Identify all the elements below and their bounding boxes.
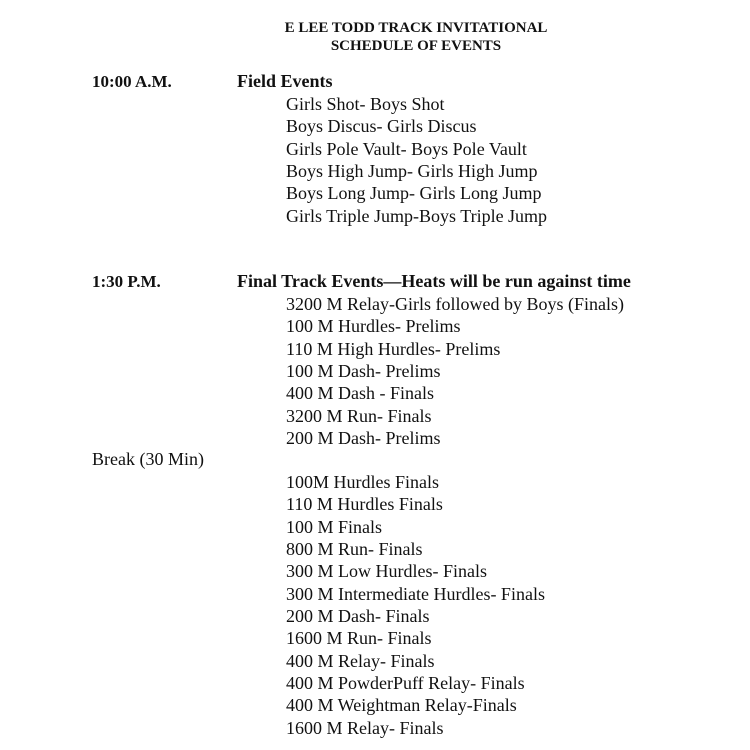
track-events-time: 1:30 P.M. — [92, 272, 161, 291]
list-item: Girls Pole Vault- Boys Pole Vault — [286, 138, 527, 159]
list-item: 400 M Weightman Relay-Finals — [286, 695, 517, 716]
list-item: 1600 M Relay- Finals — [286, 717, 444, 738]
list-item: 3200 M Run- Finals — [286, 405, 432, 426]
track-events-heading: Final Track Events—Heats will be run against time — [237, 271, 631, 291]
list-item: 100M Hurdles Finals — [286, 472, 439, 492]
list-item: 200 M Dash- Finals — [286, 606, 430, 627]
list-item: 300 M Low Hurdles- Finals — [286, 561, 487, 582]
list-item: 100 M Dash- Prelims — [286, 361, 441, 382]
list-item: 110 M Hurdles Finals — [286, 494, 443, 515]
document-title: E LEE TODD TRACK INVITATIONAL — [284, 20, 548, 36]
list-item: 300 M Intermediate Hurdles- Finals — [286, 583, 545, 604]
list-item: Girls Triple Jump-Boys Triple Jump — [286, 205, 548, 226]
list-item: 110 M High Hurdles- Prelims — [286, 338, 501, 359]
list-item: 1600 M Run- Finals — [286, 628, 432, 649]
list-item: Boys Long Jump- Girls Long Jump — [286, 183, 542, 204]
list-item: Boys Discus- Girls Discus — [286, 116, 477, 137]
document-subtitle: SCHEDULE OF EVENTS — [330, 38, 502, 54]
list-item: Boys High Jump- Girls High Jump — [286, 161, 538, 182]
list-item: 400 M Relay- Finals — [286, 650, 435, 671]
field-events-list — [286, 93, 547, 227]
track-events-list — [286, 293, 624, 449]
field-events-time: 10:00 A.M. — [92, 72, 172, 91]
list-item: 3200 M Relay-Girls followed by Boys (Finals) — [286, 294, 624, 314]
list-item: Girls Shot- Boys Shot — [286, 94, 445, 114]
list-item: 400 M PowderPuff Relay- Finals — [286, 673, 525, 694]
field-events-heading: Field Events — [237, 71, 333, 91]
finals-list — [286, 471, 545, 739]
list-item: 800 M Run- Finals — [286, 539, 423, 560]
list-item: 200 M Dash- Prelims — [286, 428, 441, 449]
list-item: 100 M Finals — [286, 516, 383, 537]
break-label: Break (30 Min) — [92, 449, 204, 469]
list-item: 400 M Dash - Finals — [286, 383, 434, 404]
list-item: 100 M Hurdles- Prelims — [286, 316, 461, 337]
